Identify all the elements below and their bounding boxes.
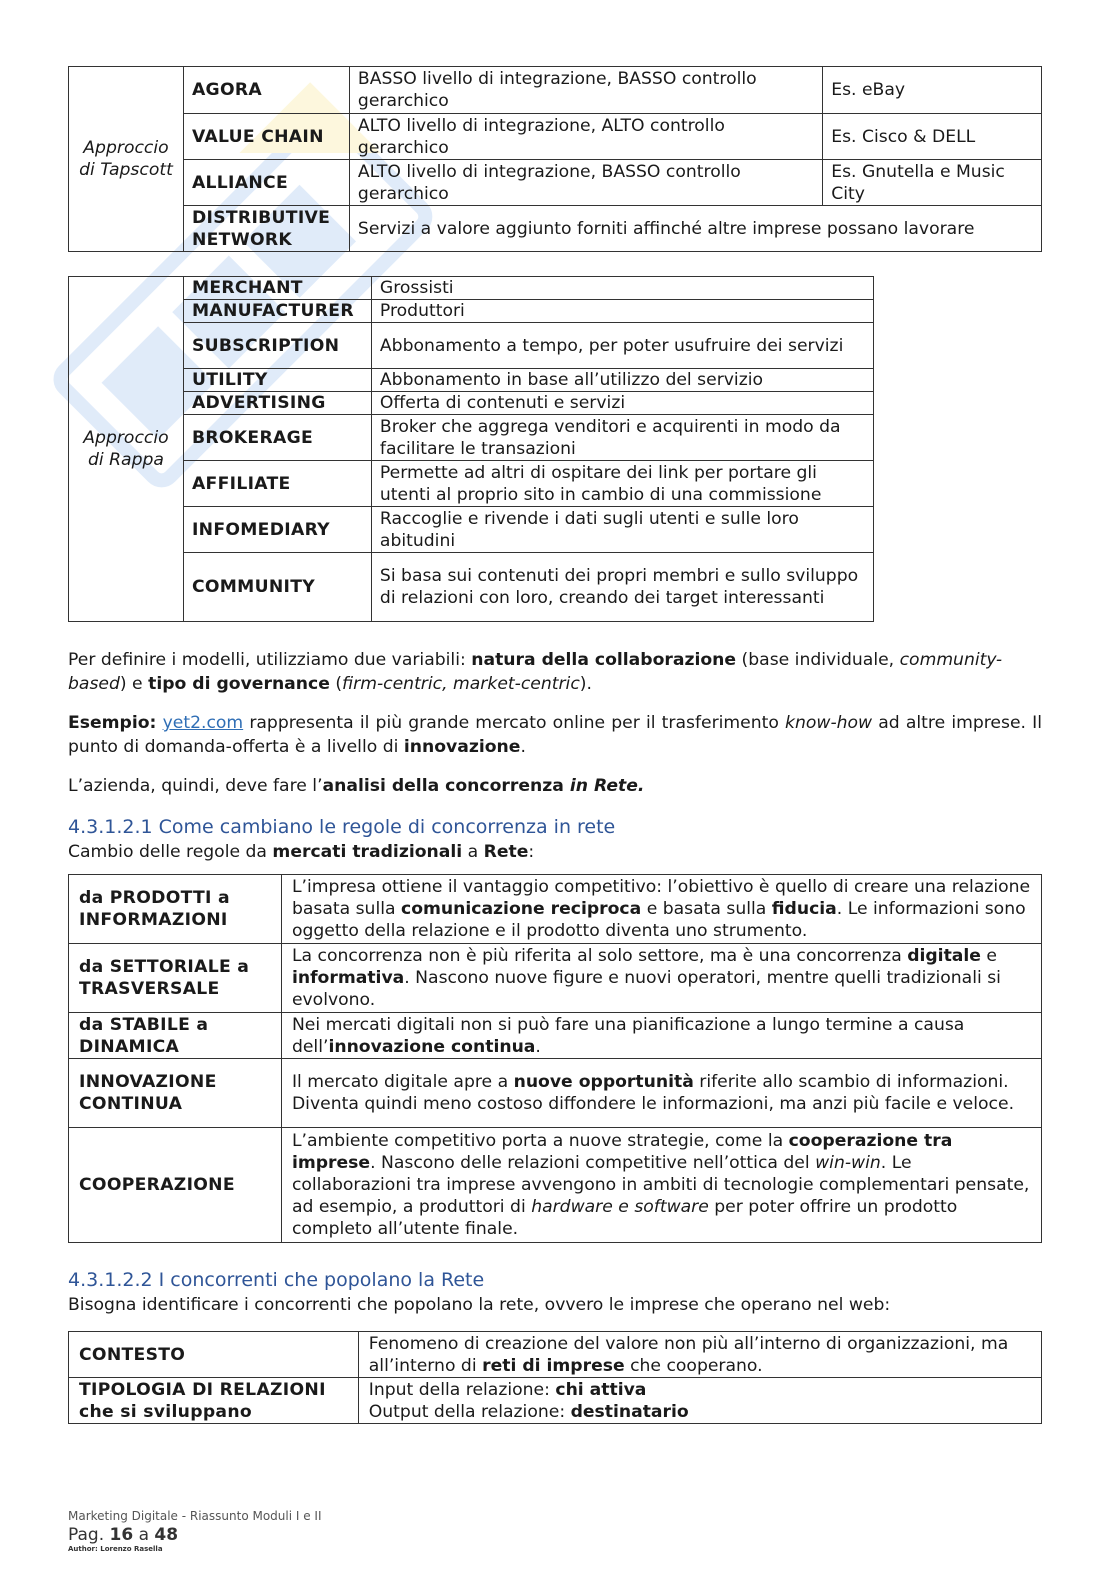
row-label: SUBSCRIPTION: [183, 323, 371, 369]
row-label: da SETTORIALE a TRASVERSALE: [69, 944, 282, 1013]
analysis-paragraph: L’azienda, quindi, deve fare l’analisi della concorrenza in Rete.: [68, 776, 645, 796]
table-row: [69, 507, 874, 553]
table-row: [69, 323, 874, 369]
row-label: AFFILIATE: [183, 461, 371, 507]
table-row: [69, 300, 874, 323]
row-description: BASSO livello di integrazione, BASSO controllo gerarchico: [349, 67, 822, 114]
tapscott-table: [68, 66, 1042, 252]
row-label: INNOVAZIONE CONTINUA: [69, 1059, 282, 1128]
row-label: da PRODOTTI a INFORMAZIONI: [69, 875, 282, 944]
table-row: [69, 415, 874, 461]
row-example: Es. Gnutella e Music City: [823, 160, 1042, 206]
row-description: Grossisti: [371, 277, 873, 300]
row-description: ALTO livello di integrazione, ALTO controllo gerarchico: [349, 114, 822, 160]
row-label: CONTESTO: [69, 1332, 359, 1378]
row-label: COMMUNITY: [183, 553, 371, 622]
competitors-table: [68, 1331, 1042, 1424]
table-row: [69, 67, 1042, 114]
row-description: Servizi a valore aggiunto forniti affinché altre imprese possano lavorare: [349, 206, 1041, 252]
table-row: [69, 369, 874, 392]
row-label: da STABILE a DINAMICA: [69, 1013, 282, 1059]
footer-doc-title: Marketing Digitale - Riassunto Moduli I e II: [68, 1509, 322, 1523]
row-label: UTILITY: [183, 369, 371, 392]
table-row: [69, 553, 874, 622]
table-row: [69, 1013, 1042, 1059]
yet2-link[interactable]: yet2.com: [162, 713, 244, 733]
row-description: L’ambiente competitivo porta a nuove strategie, come la cooperazione tra imprese. Nascono delle relazioni competitive nell’ottica del win-win. Le collaborazioni tra imprese avvengono in ambiti di tecnologie complementari pensate, ad esempio, a produttori di hardware e software per poter offrire un prodotto completo all’utente finale.: [281, 1128, 1041, 1243]
row-example: Es. Cisco & DELL: [823, 114, 1042, 160]
table-row: [69, 944, 1042, 1013]
rappa-side-label: Approccio di Rappa: [69, 277, 184, 622]
row-example: Es. eBay: [823, 67, 1042, 114]
table-row: [69, 160, 1042, 206]
row-label: INFOMEDIARY: [183, 507, 371, 553]
table-row: [69, 206, 1042, 252]
row-description: Produttori: [371, 300, 873, 323]
row-description: Nei mercati digitali non si può fare una pianificazione a lungo termine a causa dell’innovazione continua.: [281, 1013, 1041, 1059]
row-label: TIPOLOGIA DI RELAZIONI che si sviluppano: [69, 1378, 359, 1424]
row-description: Si basa sui contenuti dei propri membri e sullo sviluppo di relazioni con loro, creando dei target interessanti: [371, 553, 873, 622]
row-description: Abbonamento a tempo, per poter usufruire dei servizi: [371, 323, 873, 369]
row-description: L’impresa ottiene il vantaggio competitivo: l’obiettivo è quello di creare una relazione basata sulla comunicazione reciproca e basata sulla fiducia. Le informazioni sono oggetto della relazione e il prodotto diventa uno strumento.: [281, 875, 1041, 944]
row-label: BROKERAGE: [183, 415, 371, 461]
row-description: Il mercato digitale apre a nuove opportunità riferite allo scambio di informazioni. Diventa quindi meno costoso diffondere le informazioni, ma anzi più facile e veloce.: [281, 1059, 1041, 1128]
table-row: [69, 1378, 1042, 1424]
table-row: [69, 392, 874, 415]
row-label: COOPERAZIONE: [69, 1128, 282, 1243]
row-description: Abbonamento in base all’utilizzo del servizio: [371, 369, 873, 392]
row-label: VALUE CHAIN: [183, 114, 349, 160]
row-description: Broker che aggrega venditori e acquirenti in modo da facilitare le transazioni: [371, 415, 873, 461]
section-intro-competitors: Bisogna identificare i concorrenti che popolano la rete, ovvero le imprese che operano nel web:: [68, 1295, 891, 1315]
row-description: La concorrenza non è più riferita al solo settore, ma è una concorrenza digitale e informativa. Nascono nuove figure e nuovi operatori, mentre quelli tradizionali si evolvono.: [281, 944, 1041, 1013]
table-row: [69, 1332, 1042, 1378]
table-row: [69, 1128, 1042, 1243]
rappa-table: [68, 276, 874, 622]
table-row: [69, 461, 874, 507]
footer-page-number: Pag. 16 a 48: [68, 1525, 179, 1545]
example-paragraph: Esempio: yet2.com rappresenta il più grande mercato online per il trasferimento know-how ad altre imprese. Il punto di domanda-offerta è a livello di innovazione.: [68, 713, 1042, 757]
row-label: AGORA: [183, 67, 349, 114]
row-description: ALTO livello di integrazione, BASSO controllo gerarchico: [349, 160, 822, 206]
row-description: Raccoglie e rivende i dati sugli utenti e sulle loro abitudini: [371, 507, 873, 553]
page-footer: [68, 1509, 322, 1553]
table-row: [69, 875, 1042, 944]
page-content: [68, 66, 1042, 1424]
tapscott-side-label: Approccio di Tapscott: [69, 67, 184, 252]
row-description: Fenomeno di creazione del valore non più all’interno di organizzazioni, ma all’interno di reti di imprese che cooperano.: [358, 1332, 1041, 1378]
table-row: [69, 1059, 1042, 1128]
section-intro-rules: Cambio delle regole da mercati tradizionali a Rete:: [68, 842, 535, 862]
row-label: MERCHANT: [183, 277, 371, 300]
variables-paragraph: Per definire i modelli, utilizziamo due variabili: natura della collaborazione (base individuale, community-based) e tipo di governance (firm-centric, market-centric).: [68, 650, 1003, 694]
section-heading-rules: 4.3.1.2.1 Come cambiano le regole di concorrenza in rete: [68, 816, 616, 838]
row-label: ALLIANCE: [183, 160, 349, 206]
row-label: DISTRIBUTIVE NETWORK: [183, 206, 349, 252]
row-label: ADVERTISING: [183, 392, 371, 415]
rules-table: [68, 874, 1042, 1243]
table-row: [69, 114, 1042, 160]
row-description: Offerta di contenuti e servizi: [371, 392, 873, 415]
row-label: MANUFACTURER: [183, 300, 371, 323]
section-heading-competitors: 4.3.1.2.2 I concorrenti che popolano la Rete: [68, 1269, 485, 1291]
footer-author: Author: Lorenzo Rasella: [68, 1545, 163, 1553]
row-description: Input della relazione: chi attiva Output della relazione: destinatario: [358, 1378, 1041, 1424]
table-row: [69, 277, 874, 300]
row-description: Permette ad altri di ospitare dei link per portare gli utenti al proprio sito in cambio di una commissione: [371, 461, 873, 507]
